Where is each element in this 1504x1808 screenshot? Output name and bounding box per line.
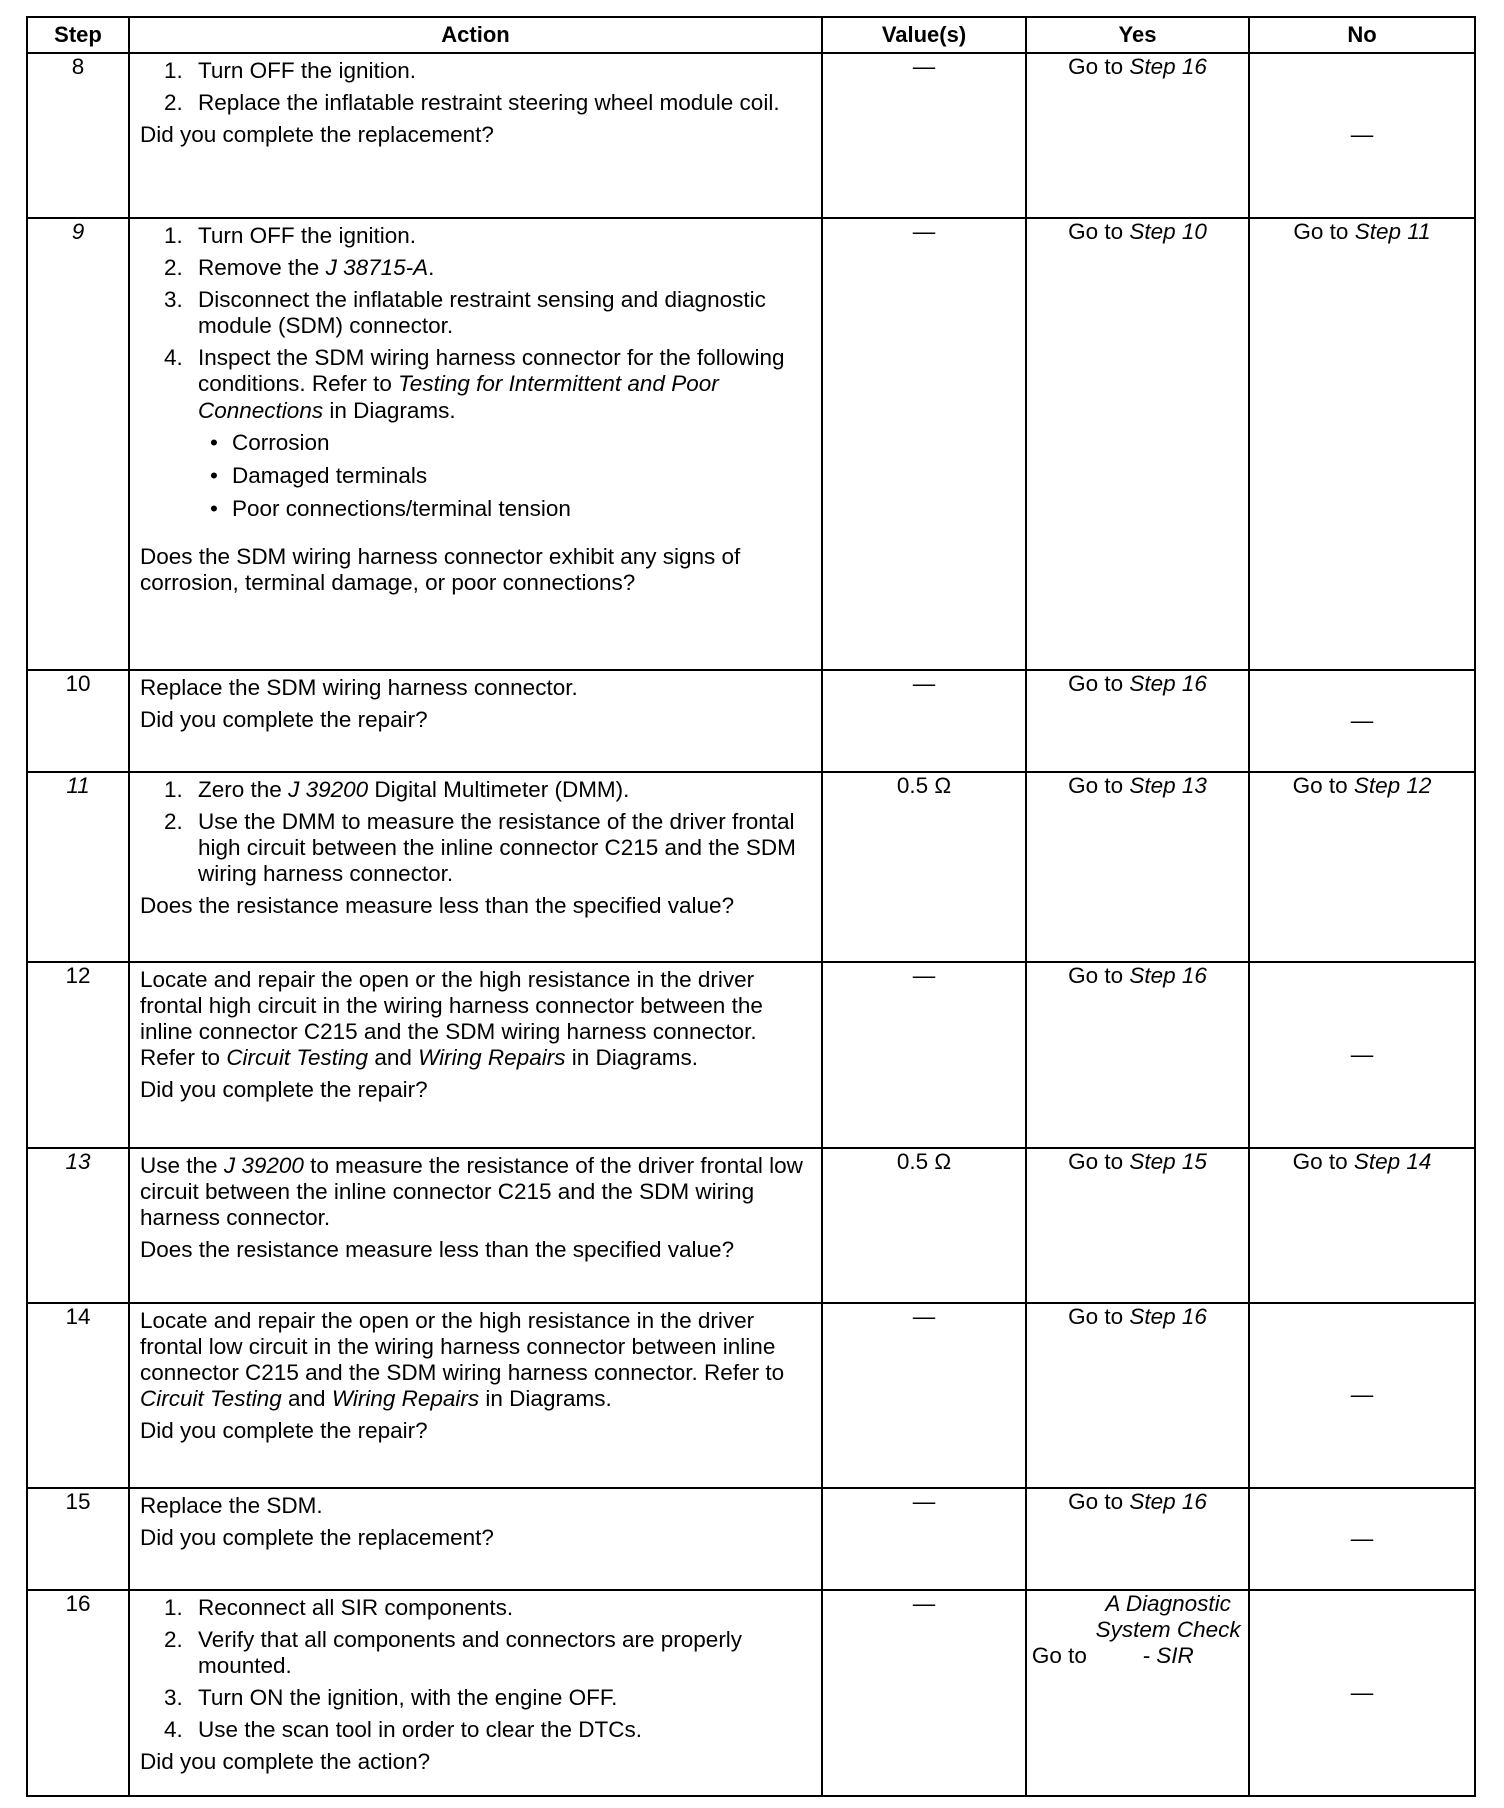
action-text: Locate and repair the open or the high resistance in the driver frontal low circuit in the wiring harness connector between inline connector C215 and the SDM wiring harness connector. Refer to Circuit Testing and Wiring Repairs in Diagrams. [140,1308,785,1412]
yes-cell: Go to Step 15 [1026,1148,1249,1303]
step-link[interactable]: Step 16 [1129,1489,1207,1514]
bullet-item: • Corrosion [210,429,330,455]
value-cell: — [822,1488,1026,1590]
list-item: 1. Reconnect all SIR components. [164,1595,514,1620]
table-row [27,670,1475,772]
table-row [27,1590,1475,1796]
step-link[interactable]: Step 16 [1129,963,1207,988]
step-link[interactable]: Step 16 [1129,54,1207,79]
header-action: Action [129,17,822,53]
doc-reference[interactable]: Circuit Testing [226,1045,369,1071]
action-cell [129,962,822,1148]
step-link[interactable]: Step 11 [1354,219,1431,244]
list-item: 2. Replace the inflatable restraint steering wheel module coil. [164,90,780,116]
action-cell [129,1303,822,1488]
value-cell: — [822,218,1026,670]
bullet-item: • Poor connections/terminal tension [210,495,571,521]
step-number: 9 [27,218,129,670]
action-cell [129,1590,822,1796]
no-cell: — [1249,962,1475,1148]
question-text: Did you complete the replacement? [140,122,494,148]
question-text: Did you complete the action? [140,1749,431,1775]
yes-cell: Go to Step 13 [1026,772,1249,962]
value-cell: — [822,670,1026,772]
yes-cell: Go to Step 10 [1026,218,1249,670]
tool-reference: J 39200 [223,1153,304,1178]
yes-cell: Go to A Diagnostic System Check - SIR [1026,1590,1249,1796]
list-item: 4. Use the scan tool in order to clear the DTCs. [164,1717,642,1743]
step-number: 14 [27,1303,129,1488]
header-no: No [1249,17,1475,53]
action-text: Locate and repair the open or the high resistance in the driver frontal high circuit in the wiring harness connector between the inline connector C215 and the SDM wiring harness connector. Refer to Circuit Testing and Wiring Repairs in Diagrams. [140,967,763,1071]
list-item: 2. Remove the J 38715-A. [164,255,435,281]
list-item: 1. Zero the J 39200 Digital Multimeter (DMM). [164,777,630,802]
action-cell [129,1488,822,1590]
action-cell [129,772,822,962]
header-values: Value(s) [822,17,1026,53]
list-item: 1. Turn OFF the ignition. [164,58,417,83]
action-text: Use the J 39200 to measure the resistance of the driver frontal low circuit between the inline connector C215 and the SDM wiring harness connector. [140,1153,803,1231]
question-text: Does the resistance measure less than the specified value? [140,1237,735,1263]
step-link[interactable]: Step 13 [1129,773,1207,798]
no-cell: — [1249,53,1475,218]
no-cell: — [1249,670,1475,772]
header-yes: Yes [1026,17,1249,53]
yes-cell: Go to Step 16 [1026,1303,1249,1488]
list-item: 3. Disconnect the inflatable restraint sensing and diagnostic module (SDM) connector. [164,287,766,339]
tool-reference: J 39200 [288,777,369,802]
diagnostic-table [26,16,1476,1797]
question-text: Does the resistance measure less than the specified value? [140,893,735,919]
value-cell: 0.5 Ω [822,1148,1026,1303]
step-link[interactable]: Step 16 [1129,671,1207,696]
step-link[interactable]: A Diagnostic System Check - SIR [1095,1591,1241,1668]
question-text: Did you complete the repair? [140,1077,428,1103]
step-link[interactable]: Step 10 [1129,219,1207,244]
step-number: 11 [27,772,129,962]
doc-reference[interactable]: Wiring Repairs [331,1386,480,1412]
action-cell [129,218,822,670]
step-number: 12 [27,962,129,1148]
step-link[interactable]: Step 15 [1129,1149,1207,1174]
list-item: 3. Turn ON the ignition, with the engine OFF. [164,1685,618,1711]
question-text: Did you complete the replacement? [140,1525,494,1551]
table-row [27,962,1475,1148]
step-number: 16 [27,1590,129,1796]
doc-reference[interactable]: Circuit Testing [140,1386,282,1412]
list-item: 4. Inspect the SDM wiring harness connector for the following conditions. Refer to Testing for Intermittent and Poor Connections in Diagrams. [164,345,785,423]
header-step: Step [27,17,129,53]
step-link[interactable]: Step 16 [1129,1304,1207,1329]
bullet-item: • Damaged terminals [210,462,428,488]
step-number: 13 [27,1148,129,1303]
question-text: Does the SDM wiring harness connector exhibit any signs of corrosion, terminal damage, or poor connections? [140,543,741,596]
list-item: 2. Use the DMM to measure the resistance of the driver frontal high circuit between the inline connector C215 and the SDM wiring harness connector. [164,809,796,887]
step-number: 15 [27,1488,129,1590]
no-cell: Go to Step 11 [1249,218,1475,670]
value-cell: — [822,1590,1026,1796]
list-item: 1. Turn OFF the ignition. [164,223,417,248]
doc-reference[interactable]: Testing for Intermittent and Poor Connections [198,371,719,423]
question-text: Did you complete the repair? [140,1418,428,1444]
table-row [27,218,1475,670]
action-text: Replace the SDM wiring harness connector. [140,675,578,700]
yes-cell: Go to Step 16 [1026,670,1249,772]
action-cell [129,53,822,218]
step-number: 8 [27,53,129,218]
yes-cell: Go to Step 16 [1026,962,1249,1148]
doc-reference[interactable]: Wiring Repairs [418,1045,566,1071]
question-text: Did you complete the repair? [140,707,428,733]
step-link[interactable]: Step 12 [1353,773,1432,798]
table-row [27,1303,1475,1488]
value-cell: 0.5 Ω [822,772,1026,962]
table-row [27,772,1475,962]
no-cell: — [1249,1303,1475,1488]
header-row [27,17,1475,53]
list-item: 2. Verify that all components and connectors are properly mounted. [164,1627,743,1679]
table-row [27,53,1475,218]
table-row [27,1488,1475,1590]
value-cell: — [822,962,1026,1148]
no-cell: — [1249,1590,1475,1796]
yes-cell: Go to Step 16 [1026,53,1249,218]
action-text: Replace the SDM. [140,1493,323,1518]
no-cell: Go to Step 14 [1249,1148,1475,1303]
value-cell: — [822,53,1026,218]
action-cell [129,1148,822,1303]
step-link[interactable]: Step 14 [1353,1149,1432,1174]
no-cell: — [1249,1488,1475,1590]
tool-reference: J 38715-A [325,255,429,281]
table-row [27,1148,1475,1303]
action-cell [129,670,822,772]
no-cell: Go to Step 12 [1249,772,1475,962]
step-number: 10 [27,670,129,772]
yes-cell: Go to Step 16 [1026,1488,1249,1590]
value-cell: — [822,1303,1026,1488]
